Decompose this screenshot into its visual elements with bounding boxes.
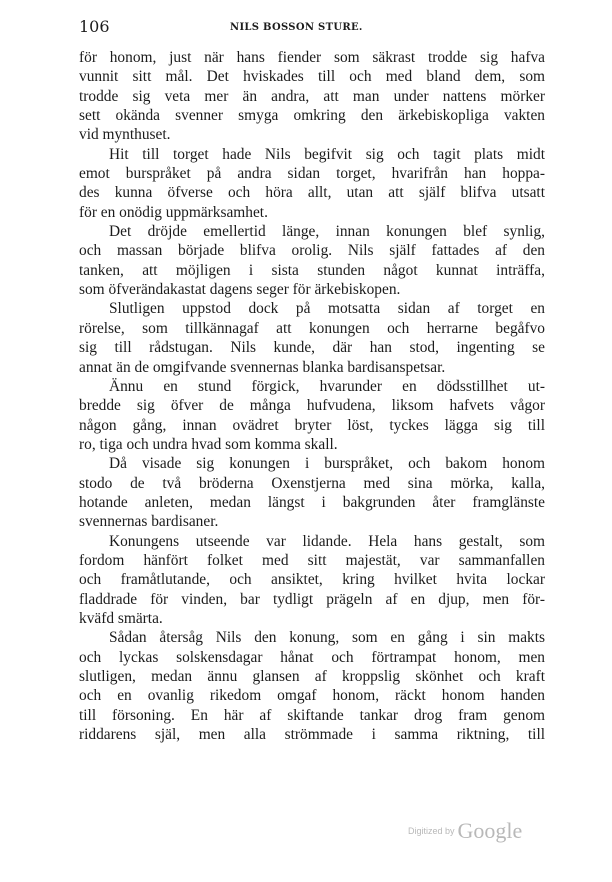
running-title: NILS BOSSON STURE. [230,22,363,33]
text-line: som öfverändakastat dagens seger för ärkebiskopen. [79,281,401,299]
text-line: bredde sig öfver de många hufvudena, liksom hafvets vågor [79,397,545,415]
text-line: Sådan återsåg Nils den konung, som en gång i sin makts [109,629,545,647]
text-line: riddarens själ, men alla strömmade i samma riktning, till [79,726,545,744]
digitized-watermark [408,818,522,844]
text-line: des kunna öfverse och höra allt, utan att själf blifva utsatt [79,184,545,202]
text-line: fordom hänfört folket med sitt majestät, var sammanfallen [79,551,545,569]
text-line: någon gång, innan ovädret bryter löst, tyckes lägga sig till [79,416,545,434]
text-line: tanken, att möjligen i sista stunden något kunnat inträffa, [79,261,545,279]
text-line: rörelse, som tillkännagaf att konungen och herrarne begåfvo [79,319,545,337]
text-line: fladdrade för vinden, bar tydligt prägeln af en djup, men för- [79,590,545,608]
text-line: Konungens utseende var lidande. Hela hans gestalt, som [109,532,545,550]
text-line: svennernas bardisaner. [79,513,219,531]
text-line: slutligen, medan ännu glansen af kroppslig skönhet och kraft [79,668,545,685]
text-line: Då visade sig konungen i burspråket, och bakom honom [109,455,545,473]
text-line: och framåtlutande, och ansiktet, kring hvilket hvita lockar [79,571,545,589]
text-line: och lyckas solskensdagar hånat och förtrampat honom, men [79,648,545,666]
text-line: Slutligen uppstod dock på motsatta sidan af torget en [109,300,545,318]
page-number: 106 [79,17,110,36]
text-line: ro, tiga och undra hvad som komma skall. [79,435,338,453]
text-line: emot burspråket på andra sidan torget, hvarifrån han hoppa- [79,165,545,183]
text-line: Det dröjde emellertid länge, innan konungen blef synlig, [109,223,545,241]
text-line: till försoning. En här af skiftande tankar drog fram genom [79,706,545,724]
text-line: Ännu en stund förgick, hvarunder en dödsstillhet ut- [109,377,545,395]
text-line: för honom, just när hans fiender som säkrast trodde sig hafva [79,49,545,66]
text-line: annat än de omgifvande svennernas blanka bardisanspetsar. [79,358,446,376]
text-line: stodo de två bröderna Oxenstjerna med sina mörka, kalla, [79,474,545,492]
text-line: Hit till torget hade Nils begifvit sig och tagit plats midt [109,145,545,163]
text-line: hotande anleten, medan längst i bakgrunden åter framglänste [79,493,545,511]
text-line: för en onödig uppmärksamhet. [79,203,268,221]
text-line: trodde sig veta mer än andra, att man under nattens mörker [79,87,545,105]
text-line: och massan började blifva orolig. Nils själf fattades af den [79,242,545,260]
body-text [79,48,545,744]
watermark-brand: Google [457,818,523,843]
text-line: vunnit sitt mål. Det hviskades till och med bland dem, som [79,68,545,86]
watermark-prefix: Digitized by [408,826,455,836]
text-line: vid mynthuset. [79,126,171,144]
text-line: och en ovanlig rikedom omgaf honom, räckt honom handen [79,687,545,705]
text-line: sig till rådstugan. Nils kunde, där han stod, ingenting se [79,339,545,357]
text-line: kväfd smärta. [79,609,163,627]
text-line: sett okända svenner smyga omkring den ärkebiskopliga vakten [79,107,545,125]
